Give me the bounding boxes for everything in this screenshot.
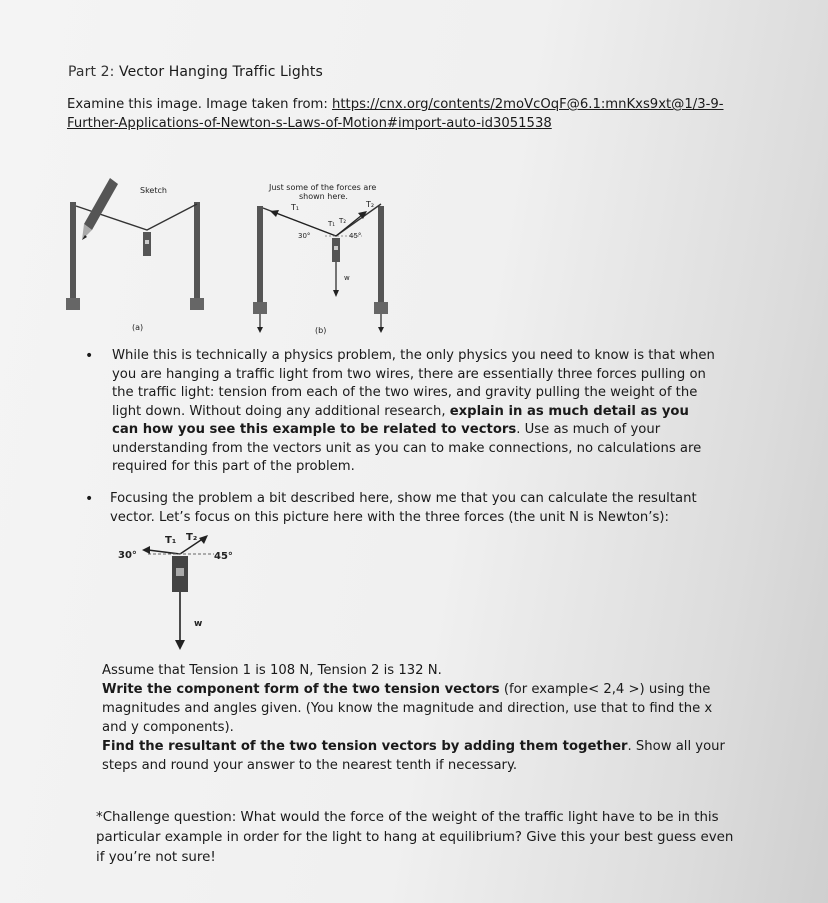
forces-label-line2: shown here. <box>299 192 348 201</box>
bullet-explain <box>85 347 715 477</box>
left-pole-b <box>257 206 263 306</box>
assume-bold2: Find the resultant of the two tension vectors by adding them together <box>102 739 628 754</box>
angle2-label-b: 45° <box>349 232 362 240</box>
pencil-icon <box>82 178 118 240</box>
assume-part1: (for example< 2,4 >) using the magnitudes and angles given. (You know the magnitude and direction, use that to find the x and y components). <box>102 682 713 735</box>
angle1-label: 30° <box>118 550 137 561</box>
left-base-b <box>253 302 267 314</box>
bullet-resultant <box>85 490 715 527</box>
bullet-dot: • <box>85 491 94 507</box>
right-base-a <box>190 298 204 310</box>
angle1-label-b: 30° <box>298 232 311 240</box>
bullet1-text-part2: . Use as much of your understanding from the vectors unit as you can to make connections, no calculations are required for this part of the problem. <box>112 422 702 474</box>
assume-paragraph <box>102 661 732 775</box>
t1-label: T₁ <box>165 535 177 546</box>
bullet1-text-part1: While this is technically a physics problem, the only physics you need to know is that when you are hanging a traffic light from two wires, there are essentially three forces pulling on the traffic light: tension from each of the two wires, and gravity pulling the weight of the light down. Without doing any additional research, <box>112 348 715 419</box>
t1-vector <box>148 550 180 554</box>
force-diagram <box>110 530 260 655</box>
intro-text: Examine this image. Image taken from: <box>67 97 333 112</box>
bullet2-text: Focusing the problem a bit described here, show me that you can calculate the resultant vector. Let’s focus on this picture here with the three forces (the unit N is Newton’s): <box>110 491 697 525</box>
part-title: Vector Hanging Traffic Lights <box>118 64 323 80</box>
right-pole-a <box>194 202 200 302</box>
w-label-b: w <box>344 274 350 282</box>
label-a: (a) <box>132 323 144 332</box>
right-base-b <box>374 302 388 314</box>
t2-label-b-right: T₂ <box>366 200 375 209</box>
t2-label-b-small: T₂ <box>339 217 347 225</box>
w-label: w <box>194 619 203 629</box>
intro-paragraph <box>67 95 727 133</box>
forces-label-line1: Just some of the forces are <box>269 183 377 192</box>
t1-label-b: T₁ <box>291 203 300 212</box>
t2-label: T₂ <box>186 532 198 543</box>
traffic-light-figure <box>62 170 402 340</box>
left-base-a <box>66 298 80 310</box>
challenge-question: *Challenge question: What would the force of the weight of the traffic light have to be in this particular example in order for the light to hang at equilibrium? Give this your best guess even if you’re not sure! <box>96 810 734 865</box>
label-b: (b) <box>315 326 327 335</box>
bullet-dot: • <box>85 348 94 364</box>
sketch-label: Sketch <box>140 186 167 195</box>
assume-part2: . Show all your steps and round your answer to the nearest tenth if necessary. <box>102 739 725 773</box>
t1-label-b-small: T₁ <box>328 220 336 228</box>
assume-bold1: Write the component form of the two tension vectors <box>102 682 500 697</box>
right-pole-b <box>378 206 384 306</box>
page-title <box>68 64 323 80</box>
source-link[interactable]: https://cnx.org/contents/2moVcOqF@6.1:mnKxs9xt@1/3-9-Further-Applications-of-Newton-s-Laws-of-Motion#import-auto-id3051538 <box>67 97 724 131</box>
left-pole-a <box>70 202 76 302</box>
bullet1-bold: explain in as much detail as you can how you see this example to be related to vectors <box>112 403 689 437</box>
assume-line1: Assume that Tension 1 is 108 N, Tension 2 is 132 N. <box>102 663 442 678</box>
angle2-label: 45° <box>214 551 233 562</box>
part-number: Part 2: <box>68 64 115 80</box>
